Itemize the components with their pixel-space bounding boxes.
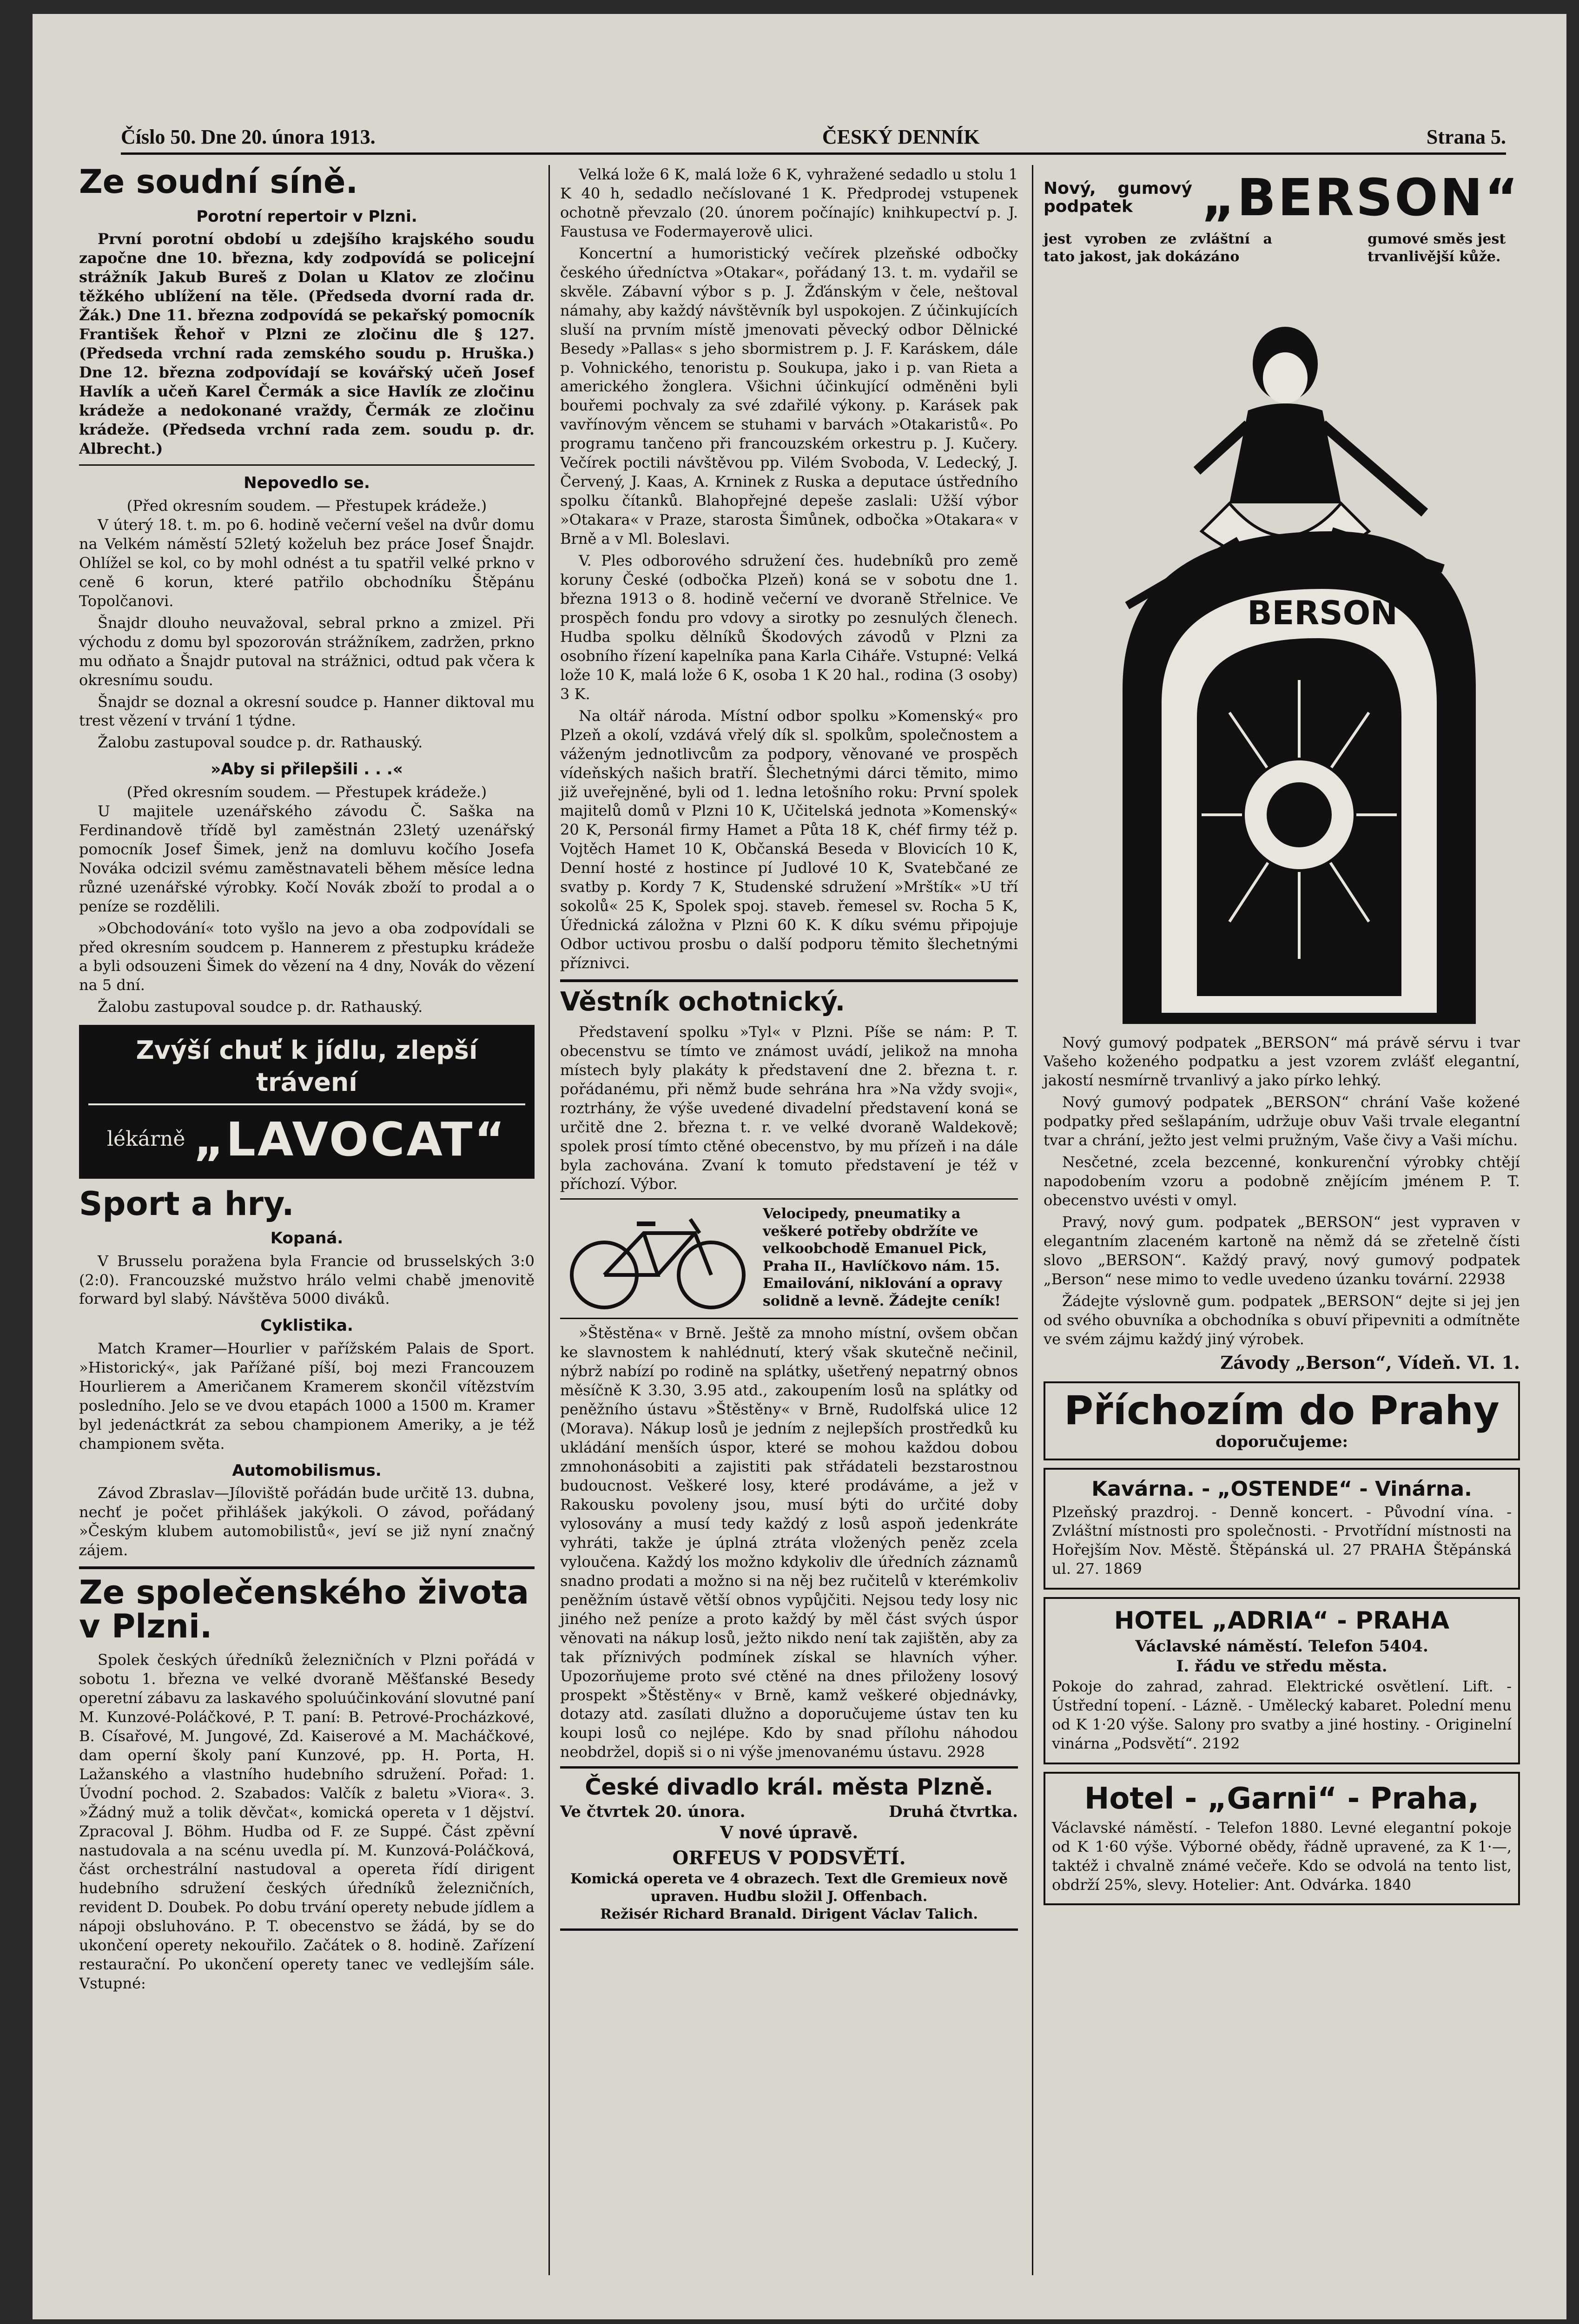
article-text: První porotní období u zdejšího krajského soudu započne dne 10. března, kdy zodpovídá se policejní strážník Jakub Bureš z Dolan u Klatov ze zločinu těžkého ublížení na těle. (Předseda dvorní rada dr. Žák.) Dne 11. března zodpovídá se pekařský pomocník František Řehoř v Plzni ze zločinu dle § 127. (Předseda vrchní rada zemského soudu p. Hruška.) Dne 12. března zodpovídají se kovářský učeň Josef Havlík a učeň Karel Čermák a sice Havlík ze zločinu krádeže a nedokonané vraždy, Čermák ze zločinu krádeže. (Předseda vrchní rada zem. soudu p. dr. Albrecht.) xyxy=(79,230,535,457)
theatre-note: V nové úpravě. xyxy=(720,1823,858,1843)
theatre-ad xyxy=(560,1766,1018,1930)
adria-title: HOTEL „ADRIA“ - PRAHA xyxy=(1114,1607,1450,1635)
page-number: Strana 5. xyxy=(1426,125,1506,148)
column-right xyxy=(1032,165,1520,2275)
prague-ad-title: Příchozím do Prahy xyxy=(1064,1387,1500,1434)
lavocat-ad xyxy=(79,1025,535,1178)
theatre-desc: Komická opereta ve 4 obrazech. Text dle Gremieux nově upraven. Hudbu složil J. Offenbach. xyxy=(570,1870,1008,1905)
berson-signature: Závody „Berson“, Vídeň. VI. 1. xyxy=(1220,1352,1520,1373)
article-text: Šnajdr dlouho neuvažoval, sebral prkno a zmizel. Při východu z domu byl spozorován strážníkem, zadržen, prkno mu odňato a Šnajdr putoval na strážnici, odtud pak včera k okresnímu soudu. xyxy=(79,614,535,689)
article-text: »Obchodování« toto vyšlo na jevo a oba zodpovídali se před okresním soudcem p. Hannerem z přestupku krádeže a byli odsouzeni Šimek do vězení na 4 dny, Novák do vězení na 5 dní. xyxy=(79,919,535,994)
divider xyxy=(79,464,535,466)
article-text: Nesčetné, zcela bezcenné, konkurenční výrobky chtějí napodobením vzoru a podobně znějícím jménem P. T. obecenstvo uvésti v omyl. xyxy=(1044,1153,1520,1209)
prague-ad-box xyxy=(1044,1381,1520,1460)
berson-illustration xyxy=(1044,271,1518,1024)
article-title: Nepovedlo se. xyxy=(244,474,370,493)
berson-brand: „BERSON“ xyxy=(1201,168,1520,227)
article-text: V úterý 18. t. m. po 6. hodině večerní vešel na dvůr domu na Velkém náměstí 52letý koželuh bez práce Josef Šnajdr. Ohlížel se kol, co by mohl odnést a tu spatřil velké prkno v ceně 6 korun, které patřilo obchodníku Štěpánu Topolčanovi. xyxy=(79,515,535,610)
article-text: V Brusselu poražena byla Francie od brusselských 3:0 (2:0). Francouzské mužstvo hrálo velmi chabě jmenovitě forward byl slabý. Návštěva 5000 diváků. xyxy=(79,1252,535,1308)
article-text: Velká lože 6 K, malá lože 6 K, vyhražené sedadlo u stolu 1 K 40 h, sedadlo nečíslované 1 K. Předprodej vstupenek ochotně převzalo (20. únorem počínajíc) knihkupectví p. J. Faustusa ve Fodermayerově ulici. xyxy=(560,165,1018,240)
article-title: Cyklistika. xyxy=(260,1316,353,1335)
section-title-social: Ze společenského života v Plzni. xyxy=(79,1573,529,1646)
lavocat-slogan: Zvýší chuť k jídlu, zlepší trávení xyxy=(88,1034,525,1105)
berson-seal-text: BERSON xyxy=(1247,594,1398,632)
newspaper-title: ČESKÝ DENNÍK xyxy=(822,125,980,148)
theatre-series: Druhá čtvrtka. xyxy=(889,1802,1018,1821)
berson-small: Nový, gumový podpatek xyxy=(1044,178,1192,217)
ostende-text: Plzeňský prazdroj. - Denně koncert. - Původní vína. - Zvláštní místnosti pro společnosti. - Prvotřídní místnosti na Hořejším Nov. Městě. Štěpánská ul. 27 PRAHA Štěpánská ul. 27. 1869 xyxy=(1052,1503,1512,1578)
theatre-credits: Režisér Richard Branald. Dirigent Václav Talich. xyxy=(600,1906,978,1923)
article-text: Match Kramer—Hourlier v pařížském Palais de Sport. »Historický«, jak Pařížané píší, boj mezi Francouzem Hourlierem a Američanem Kramerem skončil vítězstvím posledního. Jelo se ve dvou etapách 1000 a 1500 m. Kramer byl jedenáctkrát za sebou championem Ameriky, a je též championem světa. xyxy=(79,1339,535,1452)
article-text: Pravý, nový gum. podpatek „BERSON“ jest vypraven v elegantním zlaceném kartoně na němž dá se zřetelně čísti slovo „BERSON“. Každý pravý, nový gumový podpatek „Berson“ nese mimo to vedle uvedeno úzanku tovární. 22938 xyxy=(1044,1213,1520,1288)
article-text: Žalobu zastupoval soudce p. dr. Rathauský. xyxy=(98,733,423,752)
article-title: »Aby si přilepšili . . .« xyxy=(211,760,403,779)
divider xyxy=(79,1566,535,1569)
article-subtitle: (Před okresním soudem. — Přestupek krádeže.) xyxy=(126,783,487,801)
column-left xyxy=(79,165,535,2275)
article-text: Šnajdr se doznal a okresní soudce p. Hanner diktoval mu trest vězení v trvání 1 týdne. xyxy=(79,693,535,730)
theatre-play: ORFEUS V PODSVĚTÍ. xyxy=(672,1847,906,1869)
ostende-ad xyxy=(1044,1468,1520,1590)
article-title: Automobilismus. xyxy=(232,1461,382,1480)
article-title: Porotní repertoir v Plzni. xyxy=(196,207,417,226)
lavocat-brand: „LAVOCAT“ xyxy=(193,1112,507,1167)
theatre-title: České divadlo král. města Plzně. xyxy=(585,1774,993,1801)
garni-text: Václavské náměstí. - Telefon 1880. Levné elegantní pokoje od K 1·60 výše. Výborné obědy, řádně upravené, za K 1·—, taktéž i chvalně známé večeře. Kdo se odvolá na tento list, obdrží 25%, slevy. Hotelier: Ant. Odvárka. 1840 xyxy=(1052,1818,1512,1894)
article-subtitle: (Před okresním soudem. — Přestupek krádeže.) xyxy=(126,496,487,515)
section-title-court: Ze soudní síně. xyxy=(79,165,358,201)
section-title-sport: Sport a hry. xyxy=(79,1184,294,1223)
prague-ad-sub: doporučujeme: xyxy=(1215,1432,1348,1451)
article-text: Spolek českých úředníků železničních v Plzni pořádá v sobotu 1. března ve velké dvoraně Měšťanské Besedy operetní zábavu za laskavého spoluúčinkování slovutné paní M. Kunzové-Poláčkové, P. T. paní: B. Petrové-Procházkové, B. Císařové, M. Jungové, Zd. Kaiserové a M. Macháčkové, dam operní školy paní Kunzové, pp. H. Porta, H. Lažanského a vlastního hudebního sdružení. Pořad: 1. Úvodní pochod. 2. Szabados: Valčík z baletu »Viora«. 3. »Žádný muž a tolik děvčat«, komická opereta v 1 dějství. Zpracoval J. Böhm. Hudba od F. ze Suppé. Část zpěvní nastudovala a na scénu uvedla pí. M. Kunzová-Poláčková, část orchestrální nastudoval a opereta řídí dirigent hudebního sdružení českých úředníků železničních, revident D. Doubek. Po dobu trvání operety nebude jídlem a nápoji obsluhováno. P. T. obecenstvo se žádá, by se do ukončení operety nekouřilo. Začátek o 8. hodině. Zařízení restaurační. Po ukončení operety tanec ve vedlejším sále. Vstupné: xyxy=(79,1651,535,1993)
berson-left: jest vyroben ze zvláštní a tato jakost, jak dokázáno xyxy=(1044,231,1272,265)
adria-text: Pokoje do zahrad, zahrad. Elektrické osvětlení. Lift. - Ústřední topení. - Lázně. - Umělecký kabaret. Polední menu od K 1·20 výše. Salony pro svatby a jiné hostiny. - Originelní vinárna „Podsvětí“. 2192 xyxy=(1052,1677,1512,1752)
article-text: V. Ples odborového sdružení čes. hudebníků pro země koruny České (odbočka Plzeň) koná se v sobotu dne 1. března 1913 o 8. hodině večerní ve dvoraně Střelnice. Ve prospěch fondu pro vdovy a sirotky po zesnulých členech. Hudba spolku dělníků Škodových závodů v Plzni za osobního řízení kapelníka pana Karla Ciháře. Vstupné: Velká lože 10 K, malá lože 6 K, osoba 1 K 20 hal., rodina (3 osoby) 3 K. xyxy=(560,552,1018,703)
article-text: Nový gumový podpatek „BERSON“ chrání Vaše kožené podpatky před sešlapáním, udržuje obuv Vaši trvale elegantní tvar a chrání, ježto jest velmi pružným, Vaše čivy a Vaši míchu. xyxy=(1044,1093,1520,1149)
bicycle-ad xyxy=(560,1198,1018,1319)
article-text: Koncertní a humoristický večírek plzeňské odbočky českého úředníctva »Otakar«, pořádaný 13. t. m. vydařil se skvěle. Zábavní výbor s p. J. Žďánským v čele, neštoval námahy, aby každý návštěvník byl uspokojen. Z účinkujících sluší na prvním místě jmenovati pěvecký odbor Dělnické Besedy »Pallas« s jeho sbormistrem p. J. F. Karáskem, dále p. Vohnického, tenoristu p. Soukupa, jako i p. van Rieta a amerického žonglera. Všichni účinkující odměněni byli bouřemi pochvaly za své zdařilé výkony. p. Karásek pak vavřínovým věncem se stuhami v barvách »Otakaristů«. Po programu tančeno při francouzském orkestru p. J. Kučery. Večírek poctili návštěvou pp. Vilém Svoboda, V. Ledecký, J. Červený, J. Kaas, A. Krninek z Ruska a deputace ústředního spolku čítanků. Blahopřejné depeše zaslali: Užší výbor »Otakara« v Praze, starosta Šimůnek, odbočka »Otakara« v Brně a v Ml. Boleslavi. xyxy=(560,244,1018,548)
lavocat-prefix: lékárně xyxy=(106,1127,185,1151)
theatre-date: Ve čtvrtek 20. února. xyxy=(560,1802,746,1821)
article-text: Na oltář národa. Místní odbor spolku »Komenský« pro Plzeň a okolí, vzdává vřelý dík sl. spolkům, společnostem a váženým jednotlivcům za podpory, věnované ve prospěch vídeňských našich bratří. Šlechetnými dárci těmito, mimo již uveřejněné, byli od 1. ledna letošního roku: První spolek majitelů domů v Plzni 10 K, Učitelská jednota »Komenský« 20 K, Personál firmy Hamet a Půta 18 K, chéf firmy též p. Vojtěch Hamet 10 K, Občanská Beseda v Blovicích 10 K, Denní hosté z hostince pí Judlové 10 K, Svatebčané ze svatby p. Kordy 7 K, Studenské sdružení »Mrštík« »U tří sokolů« 25 K, Spolek spoj. staveb. řemesel sv. Rocha 5 K, Úřednická záložna v Plzni 60 K. K díku svému připojuje Odbor uctivou prosbu o další podporu těmito šlechetnými příznivci. xyxy=(560,706,1018,972)
article-text: Představení spolku »Tyl« v Plzni. Píše se nám: P. T. obecenstvu se tímto ve známost uvádí, jelikož na mnoha místech byly plakáty k představení dne 2. března t. r. pořádanému, při němž bude sehrána hra »Na vždy svoji«, roztrhány, že výše uvedené divadelní představení koná se určitě dne 2. března t. r. ve velké dvoraně Waldekově; spolek prosí tímto ctěné obecenstvo, by mu přízeň i na dále byla zachována. Zvaní k tomuto představení je též v příchozí. Výbor. xyxy=(560,1023,1018,1193)
article-text: »Štěstěna« v Brně. Ještě za mnoho místní, ovšem občan ke slavnostem k nahlédnutí, který však skutečně nečinil, nýbrž nabízí po rodině na splátky, ušetřený nepatrný obnos měsíčně K 3.30, 3.95 atd., zakoupením losů na splátky od peněžního ústavu »Štěstěny« v Brně, Rudolfská ulice 12 (Morava). Nákup losů je jedním z nejlepších prostředků ku ukládání menších úspor, které se mohou každou dobou zmnohonásobiti a zajistiti pak střádateli bezstarostnou budoucnost. Veškeré losy, které prodáváme, a jež v Rakousku povoleny jsou, musí býti do určité doby vylosovány a musí tedy každý z losů aspoň jedenkráte vyhráti, takže je úplná ztráta vložených peněz zcela vyloučena. Každý los možno kdykoliv dle úředních záznamů snadno prodati a možno si na něj bez ručitelů v kterémkoliv peněžním ústavě větší obnos vypůjčiti. Nejsou tedy losy nic jiného než peníze a proto každý by měl část svých úspor věnovati na nákup losů, ježto nikdo není tak zajištěn, aby za tak příznivých podmínek získal se hlavních výher. Upozorňujeme proto své ctěné na dnes přiloženy losový prospekt »Štěstěny« v Brně, kamž veškeré objednávky, dotazy atd. zasílati dlužno a doporučujeme ústav ten ku koupi losů co nejlépe. Kdo by snad přílohu náhodou neobdržel, dopiš si o ni výše jmenovanému ústavu. 2928 xyxy=(560,1324,1018,1761)
bicycle-icon xyxy=(560,1205,755,1312)
article-text: Žádejte výslovně gum. podpatek „BERSON“ dejte si jej jen od svého obuvníka a obchodníka s obuví připevniti a odmítněte ve svém zájmu každý jiný výrobek. xyxy=(1044,1292,1520,1348)
article-title: Kopaná. xyxy=(270,1229,344,1248)
section-title-amateur: Věstník ochotnický. xyxy=(560,987,846,1017)
ostende-title: Kavárna. - „OSTENDE“ - Vinárna. xyxy=(1091,1477,1472,1501)
article-text: U majitele uzenářského závodu Č. Saška na Ferdinandově třídě byl zaměstnán 23letý uzenářský pomocník Josef Šimek, jenž na domluvu kočího Josefa Nováka odcizil svému zaměstnavateli během měsíce ledna různé uzenářské výrobky. Kočí Novák zboží to prodal a o peníze se rozdělili. xyxy=(79,802,535,915)
divider xyxy=(560,979,1018,982)
bicycle-ad-text: Velocipedy, pneumatiky a veškeré potřeby obdržíte ve velkoobchodě Emanuel Pick, Praha II., Havlíčkovo nám. 15. Emailování, niklování a opravy solidně a levně. Žádejte ceník! xyxy=(763,1206,1002,1309)
article-text: Nový gumový podpatek „BERSON“ má právě sérvu i tvar Vašeho koženého podpatku a jest vzorem zvlášť elegantní, jakostí nesmírně trvanlivý a jako pírko lehký. xyxy=(1044,1033,1520,1089)
berson-right: gumové směs jest trvanlivější kůže. xyxy=(1368,231,1506,265)
garni-title: Hotel - „Garni“ - Praha, xyxy=(1084,1781,1480,1816)
article-text: Žalobu zastupoval soudce p. dr. Rathauský. xyxy=(98,998,423,1016)
masthead xyxy=(121,107,1506,155)
garni-ad xyxy=(1044,1772,1520,1906)
article-text: Závod Zbraslav—Jíloviště pořádán bude určitě 13. dubna, nechť je počet přihlášek jakýkoli. O závod, pořádaný »Českým klubem automobilistů«, jeví se již nyní značný zájem. xyxy=(79,1484,535,1559)
column-middle xyxy=(548,165,1018,2275)
newspaper-page xyxy=(33,14,1566,2319)
berson-ad-header xyxy=(1044,165,1520,231)
adria-ad xyxy=(1044,1597,1520,1764)
adria-sub2: I. řádu ve středu města. xyxy=(1176,1657,1387,1676)
berson-subline xyxy=(1044,231,1520,266)
issue-date: Číslo 50. Dne 20. února 1913. xyxy=(121,125,376,148)
adria-sub: Václavské náměstí. Telefon 5404. xyxy=(1135,1637,1428,1656)
